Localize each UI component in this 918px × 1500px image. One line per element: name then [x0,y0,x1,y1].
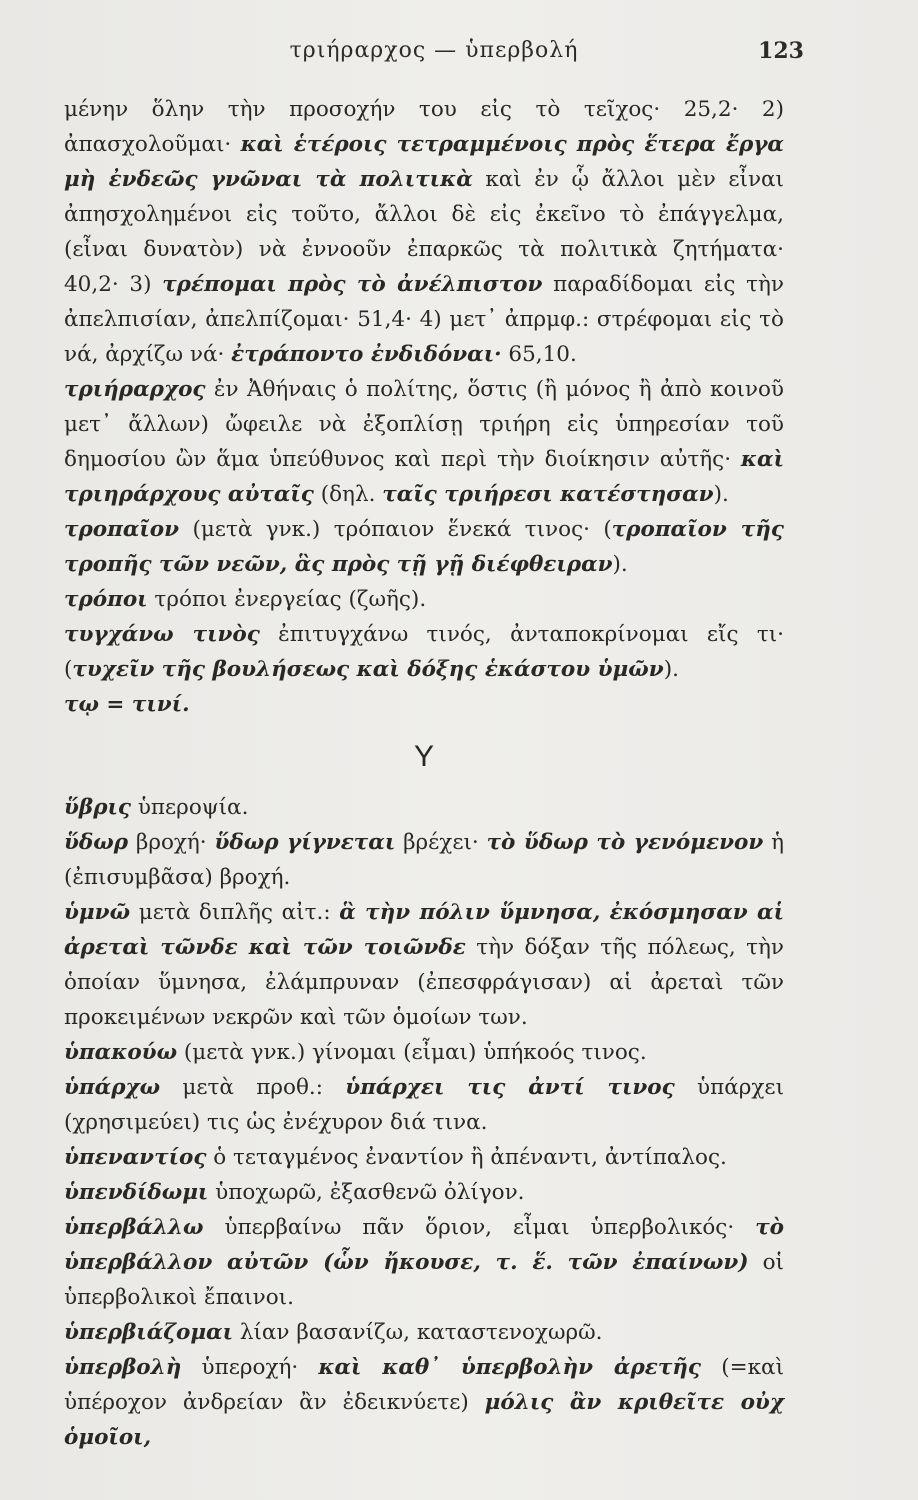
entry-text: ἐν Ἀθήναις ὁ πολίτης, ὅστις (ἢ μόνος ἢ ἀπὸ κοινοῦ μετ᾽ ἄλλων) ὤφειλε νὰ ἐξοπλίσῃ τριήρη εἰς ὑπηρεσίαν τοῦ δημοσίου ὢν ἅμα ὑπεύθυνος καὶ περὶ τὴν διοίκησιν αὐτῆς· [64,377,784,472]
entry-text: ὑποχωρῶ, ἐξασθενῶ ὀλίγον. [208,1180,525,1205]
entry-quote: ταῖς τριήρεσι κατέστησαν [382,482,714,507]
entry-quote: καὶ τριηράρχους αὐταῖς [64,447,784,507]
entry-quote: ὑπάρχει τις ἀντί τινος [345,1075,675,1100]
entry-tynchano [64,617,784,687]
entry-text: μένην ὅλην τὴν προσοχήν του εἰς τὸ τεῖχος· 25,2· 2) ἀπασχολοῦμαι· [64,97,784,157]
entry-headword: τῳ = τινί. [64,692,190,717]
entry-hybris [64,790,784,825]
entry-hymno [64,895,784,1035]
entry-text: ὑπερβαίνω πᾶν ὅριον, εἶμαι ὑπερβολικός· [203,1215,756,1240]
entry-text: (=καὶ ὑπέροχον ἀνδρείαν ἂν ἐδεικνύετε) [64,1355,784,1415]
entry-quote: τὸ ὕδωρ τὸ γενόμενον [486,830,764,855]
entry-text: καὶ ἐν ᾧ ἄλλοι μὲν εἶναι ἀπησχολημένοι εἰς τοῦτο, ἄλλοι δὲ εἰς ἐκεῖνο τὸ ἐπάγγελμα, (εἶναι δυνατὸν) νὰ ἐννοοῦν ἐπαρκῶς τὰ πολιτικὰ ζητήματα· 40,2· 3) [64,167,784,297]
entry-headword: ὑπερβιάζομαι [64,1320,234,1345]
entry-hypakouo [64,1035,784,1070]
entry-quote: καὶ ἑτέροις τετραμμένοις πρὸς ἕτερα ἔργα μὴ ἐνδεῶς γνῶναι τὰ πολιτικὰ [64,132,784,192]
entry-text: βρέχει· [395,830,487,855]
entry-hyparcho [64,1070,784,1140]
page-header [64,38,804,68]
entry-text: μετὰ διπλῆς αἰτ.: [130,900,340,925]
entry-hypendidomi [64,1175,784,1210]
entry-headword: ὑπενδίδωμι [64,1180,209,1205]
entry-headword: ὑμνῶ [64,900,131,925]
entry-headword: ὑπάρχω [64,1075,161,1100]
entry-text: (μετὰ γνκ.) γίνομαι (εἶμαι) ὑπήκοός τινος. [177,1040,647,1065]
entry-text: 65,10. [501,342,577,367]
entry-headword: ὕβρις [64,795,131,820]
entry-text: μετὰ προθ.: [160,1075,346,1100]
entry-to [64,687,784,722]
entry-headword: τρόποι [64,587,148,612]
entry-headword: τροπαῖον [64,517,180,542]
entry-hydor [64,825,784,895]
entry-hypenantios [64,1140,784,1175]
entry-text: βροχή· [128,830,215,855]
entry-quote: καὶ καθ᾽ ὑπερβολὴν ἀρετῆς [318,1355,702,1380]
entry-text: οἱ ὑπερβολικοὶ ἔπαινοι. [64,1250,784,1310]
entry-text: ὑπάρχει (χρησιμεύει) τις ὡς ἐνέχυρον διά τινα. [64,1075,784,1135]
entry-text: (μετὰ γνκ.) τρόπαιον ἕνεκά τινος· ( [179,517,612,542]
entry-text: ἡ (ἐπισυμβᾶσα) βροχή. [64,830,785,890]
entry-continuation [64,92,784,372]
entry-text: ). [713,482,729,507]
running-head: τριήραρχος — ὑπερβολή [289,38,579,63]
entry-tropaion [64,512,784,582]
entry-headword: ὑπερβολὴ [64,1355,182,1380]
entry-headword: τριήραρχος [64,377,206,402]
entry-hyperbole [64,1350,784,1455]
entry-quote: ἐτράποντο ἐνδιδόναι· [231,342,502,367]
entry-headword: ὑπερβάλλω [64,1215,204,1240]
entry-quote: τὸ ὑπερβάλλον αὐτῶν (ὧν ἤκουσε, τ. ἕ. τῶν ἐπαίνων) [64,1215,784,1275]
page-body [64,92,784,1455]
entry-headword: τυγχάνω τινὸς [64,622,260,647]
entry-headword: ὕδωρ [64,830,129,855]
entry-headword: ὑπεναντίος [64,1145,207,1170]
entry-text: ὑπεροχή· [181,1355,319,1380]
entry-quote: μόλις ἂν κριθεῖτε οὐχ ὁμοῖοι, [64,1390,784,1450]
entry-text: παραδίδομαι εἰς τὴν ἀπελπισίαν, ἀπελπίζομαι· 51,4· 4) μετ᾽ ἀπρμφ.: στρέφομαι εἰς τὸ νά, ἀρχίζω νά· [64,272,785,367]
page-number: 123 [758,38,804,64]
entry-text: ὑπεροψία. [131,795,249,820]
entry-headword: ὑπακούω [64,1040,178,1065]
entry-text: λίαν βασανίζω, καταστενοχωρῶ. [233,1320,603,1345]
entry-quote: τρέπομαι πρὸς τὸ ἀνέλπιστον [162,272,543,297]
entry-text: ). [612,552,628,577]
entry-text: ὁ τεταγμένος ἐναντίον ἢ ἀπέναντι, ἀντίπαλος. [206,1145,727,1170]
entry-quote: ὕδωρ γίγνεται [214,830,396,855]
entry-text: ). [663,657,679,682]
entry-hyperballo [64,1210,784,1315]
entry-text: τὴν δόξαν τῆς πόλεως, τὴν ὁποίαν ὕμνησα, ἐλάμπρυναν (ἐπεσφράγισαν) αἱ ἀρεταὶ τῶν προκειμένων νεκρῶν καὶ τῶν ὁμοίων των. [64,935,784,1030]
entry-text: τρόποι ἐνεργείας (ζωῆς). [147,587,427,612]
entry-trierarchos [64,372,784,512]
entry-tropoi [64,582,784,617]
entry-quote: ἃ τὴν πόλιν ὕμνησα, ἐκόσμησαν αἱ ἀρεταὶ τῶνδε καὶ τῶν τοιῶνδε [64,900,784,960]
section-letter: Υ [413,740,434,773]
entry-hyperbiazomai [64,1315,784,1350]
entry-text: ἐπιτυγχάνω τινός, ἀνταποκρίνομαι εἴς τι· ( [64,622,784,682]
entry-quote: τυχεῖν τῆς βουλήσεως καὶ δόξης ἑκάστου ὑμῶν [72,657,664,682]
entry-quote: τροπαῖον τῆς τροπῆς τῶν νεῶν, ἃς πρὸς τῇ γῇ διέφθειραν [64,517,784,577]
entry-text: (δηλ. [313,482,383,507]
